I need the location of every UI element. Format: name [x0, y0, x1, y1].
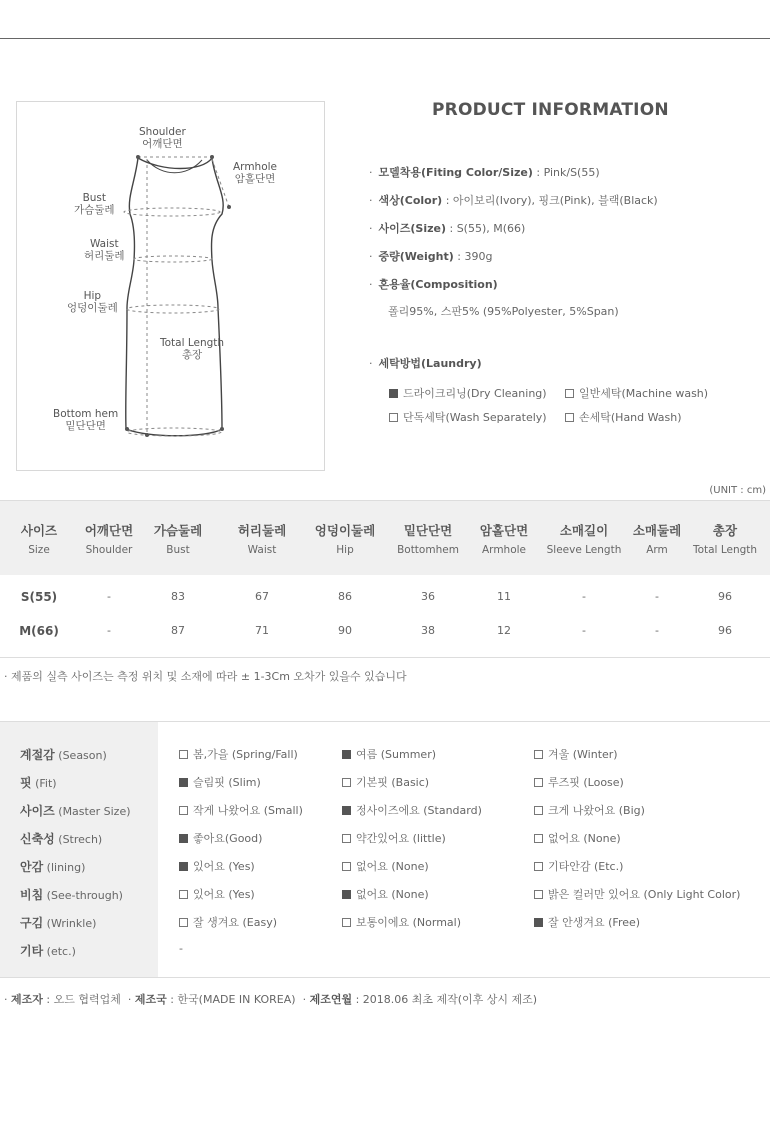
table-cell: 83 [171, 590, 185, 603]
laundry-option: 손세탁(Hand Wash) [565, 409, 682, 425]
table-cell: - [107, 590, 111, 603]
header-korean: 소매둘레 [632, 523, 682, 538]
unchecked-box-icon [534, 834, 543, 843]
size-header-cell [219, 501, 305, 576]
header-korean: 밑단단면 [403, 523, 453, 538]
unchecked-box-icon [534, 862, 543, 871]
attribute-option: 보통이에요 (Normal) [342, 914, 461, 930]
table-row [0, 580, 770, 614]
header-english: Armhole [482, 544, 526, 556]
unchecked-box-icon [342, 918, 351, 927]
unchecked-box-icon [534, 778, 543, 787]
dress-outline [126, 158, 223, 436]
hip-line [127, 305, 219, 313]
table-cell: 87 [171, 624, 185, 637]
waist-label: Waist 허리둘레 [84, 238, 125, 262]
table-cell: 96 [718, 590, 732, 603]
marker-dot [136, 155, 140, 159]
table-cell: 96 [718, 624, 732, 637]
attribute-option: 크게 나왔어요 (Big) [534, 802, 645, 818]
header-korean: 어깨단면 [84, 523, 134, 538]
unchecked-box-icon [389, 413, 398, 422]
laundry-option: 단독세탁(Wash Separately) [389, 409, 547, 425]
attribute-label: 신축성 (Strech) [20, 832, 103, 846]
table-cell: - [655, 624, 659, 637]
size-header-cell [682, 501, 768, 576]
header-korean: 암홀단면 [479, 523, 529, 538]
header-korean: 소매길이 [559, 523, 609, 538]
attribute-label: 구김 (Wrinkle) [20, 916, 97, 930]
header-english: Total Length [692, 544, 758, 556]
table-cell: - [582, 590, 586, 603]
table-row [0, 614, 770, 648]
attribute-option: 밝은 컬러만 있어요 (Only Light Color) [534, 886, 740, 902]
bottom-line [127, 428, 221, 436]
unchecked-box-icon [534, 890, 543, 899]
attribute-label: 안감 (lining) [20, 860, 86, 874]
header-korean: 총장 [712, 523, 738, 538]
measurement-diagram [16, 101, 325, 471]
unit-label: (UNIT : cm) [709, 485, 766, 496]
size-table-header [0, 500, 770, 575]
header-korean: 허리둘레 [237, 523, 287, 538]
attribute-label: 계절감 (Season) [20, 748, 107, 762]
table-cell: 38 [421, 624, 435, 637]
attribute-label: 기타 (etc.) [20, 944, 76, 958]
laundry-option: 드라이크리닝(Dry Cleaning) [389, 385, 547, 401]
laundry-row: · 세탁방법(Laundry) [369, 357, 482, 370]
size-header-cell [302, 501, 388, 576]
header-english: Sleeve Length [546, 544, 622, 556]
top-divider [0, 38, 770, 39]
attribute-option: 작게 나왔어요 (Small) [179, 802, 303, 818]
attribute-option: 있어요 (Yes) [179, 886, 255, 902]
marker-dot [210, 155, 214, 159]
attribute-option: 루즈핏 (Loose) [534, 774, 624, 790]
attribute-option: 슬림핏 (Slim) [179, 774, 261, 790]
checked-box-icon [534, 918, 543, 927]
header-english: Size [28, 544, 50, 556]
attribute-value: - [179, 942, 183, 955]
size-note: · 제품의 실측 사이즈는 측정 위치 및 소재에 따라 ± 1-3Cm 오차가 있을수 있습니다 [4, 670, 407, 683]
bottom-hem-label: Bottom hem 밑단단면 [53, 408, 119, 432]
attribute-label: 핏 (Fit) [20, 776, 57, 790]
checked-box-icon [342, 890, 351, 899]
table-cell: - [107, 624, 111, 637]
attribute-option: 좋아요(Good) [179, 830, 262, 846]
marker-dot [227, 205, 231, 209]
bust-label: Bust 가슴둘레 [74, 192, 115, 216]
header-english: Bust [166, 544, 190, 556]
armhole-label: Armhole 암홀단면 [233, 161, 277, 185]
unchecked-box-icon [565, 413, 574, 422]
checked-box-icon [389, 389, 398, 398]
checked-box-icon [179, 862, 188, 871]
unchecked-box-icon [534, 750, 543, 759]
neckline [147, 160, 202, 173]
attribute-option: 겨울 (Winter) [534, 746, 618, 762]
attribute-option: 약간있어요 (little) [342, 830, 446, 846]
table-cell: 12 [497, 624, 511, 637]
attribute-option: 있어요 (Yes) [179, 858, 255, 874]
attribute-option: 잘 생겨요 (Easy) [179, 914, 277, 930]
checked-box-icon [179, 834, 188, 843]
checked-box-icon [179, 778, 188, 787]
maker-info: · 제조자 : 오드 협력업체 · 제조국 : 한국(MADE IN KOREA) · 제조연월 : 2018.06 최초 제작(이후 상시 제조) [4, 993, 538, 1006]
unchecked-box-icon [342, 834, 351, 843]
header-english: Bottomhem [397, 544, 459, 556]
header-english: Arm [646, 544, 668, 556]
table-cell: 71 [255, 624, 269, 637]
attribute-option: 기타안감 (Etc.) [534, 858, 623, 874]
table-cell: - [582, 624, 586, 637]
laundry-option: 일반세탁(Machine wash) [565, 385, 708, 401]
table-cell: - [655, 590, 659, 603]
attribute-option: 잘 안생겨요 (Free) [534, 914, 640, 930]
unchecked-box-icon [534, 806, 543, 815]
header-english: Shoulder [85, 544, 133, 556]
size-header-cell [461, 501, 547, 576]
table-cell: 11 [497, 590, 511, 603]
table-cell: 67 [255, 590, 269, 603]
attribute-option: 봄,가을 (Spring/Fall) [179, 746, 298, 762]
header-korean: 사이즈 [20, 523, 58, 538]
size-row: · 사이즈(Size) : S(55), M(66) [369, 222, 526, 235]
attribute-option: 없어요 (None) [342, 858, 429, 874]
product-info-title: PRODUCT INFORMATION [432, 100, 669, 120]
attribute-option: 기본핏 (Basic) [342, 774, 429, 790]
checked-box-icon [342, 750, 351, 759]
attribute-option: 정사이즈에요 (Standard) [342, 802, 482, 818]
unchecked-box-icon [179, 890, 188, 899]
hip-label: Hip 엉덩이둘레 [67, 290, 118, 314]
unchecked-box-icon [342, 778, 351, 787]
color-row: · 색상(Color) : 아이보리(Ivory), 핑크(Pink), 블랙(Black) [369, 194, 658, 207]
armhole-line [212, 159, 229, 207]
unchecked-box-icon [179, 806, 188, 815]
header-korean: 엉덩이둘레 [314, 523, 376, 538]
unchecked-box-icon [179, 750, 188, 759]
total-length-label: Total Length 총장 [160, 337, 225, 361]
unchecked-box-icon [179, 918, 188, 927]
composition-value: 폴리95%, 스판5% (95%Polyester, 5%Span) [388, 305, 619, 318]
attribute-label: 비침 (See-through) [20, 888, 123, 902]
header-korean: 가슴둘레 [153, 523, 203, 538]
weight-row: · 중량(Weight) : 390g [369, 250, 493, 263]
marker-dot [220, 427, 224, 431]
fitting-row: · 모델착용(Fiting Color/Size) : Pink/S(55) [369, 166, 600, 179]
header-english: Waist [247, 544, 277, 556]
marker-dot [145, 433, 149, 437]
attribute-option: 없어요 (None) [342, 886, 429, 902]
header-english: Hip [336, 544, 354, 556]
size-header-cell [135, 501, 221, 576]
table-cell: S(55) [20, 590, 58, 604]
table-cell: 36 [421, 590, 435, 603]
table-cell: M(66) [19, 624, 59, 638]
attribute-option: 여름 (Summer) [342, 746, 436, 762]
waist-line [134, 256, 212, 262]
shoulder-label: Shoulder 어깨단면 [139, 126, 186, 150]
attribute-option: 없어요 (None) [534, 830, 621, 846]
composition-row: · 혼용율(Composition) [369, 278, 498, 291]
unchecked-box-icon [342, 862, 351, 871]
checked-box-icon [342, 806, 351, 815]
table-divider [0, 657, 770, 658]
unchecked-box-icon [565, 389, 574, 398]
table-cell: 86 [338, 590, 352, 603]
attribute-label: 사이즈 (Master Size) [20, 804, 131, 818]
table-cell: 90 [338, 624, 352, 637]
size-header-cell [385, 501, 471, 576]
bust-line [124, 208, 220, 216]
attributes-table [0, 721, 770, 978]
marker-dot [125, 427, 129, 431]
